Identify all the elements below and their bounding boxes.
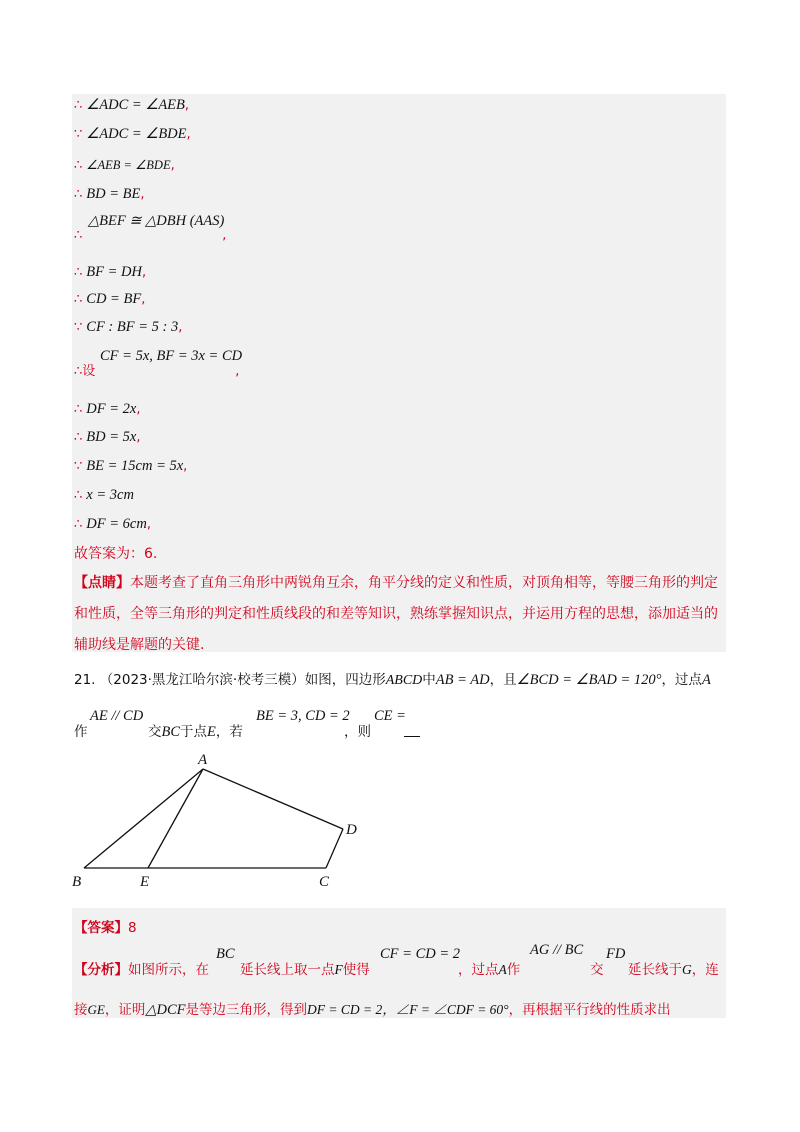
step-14: ∴ DF = 6cm, — [74, 516, 151, 532]
answer-line: 【答案】8 — [74, 920, 137, 936]
analysis-line2: 接GE，证明△DCF是等边三角形，得到DF = CD = 2，∠F = ∠CDF = 60°，再根据平行线的性质求出 — [74, 1002, 671, 1018]
answer-value: 8 — [128, 920, 137, 936]
analysis-line1-a: 【分析】如图所示，在 — [74, 962, 209, 978]
step-7: ∴ CD = BF, — [74, 291, 146, 307]
q21-line1: 21. （2023·黑龙江哈尔滨·校考三模）如图，四边形ABCD中AB = AD，且∠BCD = ∠BAD = 120°，过点A — [74, 672, 711, 688]
q21-source: （2023·黑龙江哈尔滨·校考三模） — [99, 672, 305, 688]
segment-ae — [148, 769, 203, 868]
label-d: D — [346, 822, 357, 838]
analysis-bc: BC — [216, 946, 235, 962]
step-3: ∴ ∠AEB = ∠BDE, — [74, 158, 175, 173]
answer-conclusion: 故答案为：6. — [74, 546, 158, 562]
label-e: E — [140, 874, 150, 890]
quadrilateral-figure — [60, 750, 380, 895]
label-b: B — [72, 874, 82, 890]
q21-line2-b: 交BC于点E，若 — [148, 724, 243, 740]
analysis-eq2: AG // BC — [530, 942, 584, 958]
analysis-line1-e: 延长线于G，连 — [628, 962, 719, 978]
comment-block — [74, 568, 726, 661]
step-2: ∵ ∠ADC = ∠BDE, — [74, 126, 191, 142]
step-5: ∴ , — [74, 228, 227, 243]
q21-line2-e: ，则 — [344, 724, 371, 740]
step-1: ∴ ∠ADC = ∠AEB, — [74, 97, 190, 113]
segment-ad — [203, 769, 343, 829]
step-10: ∴ DF = 2x, — [74, 401, 141, 417]
step-4: ∴ BD = BE, — [74, 186, 145, 202]
analysis-line1-d: 交 — [590, 962, 604, 978]
segment-ab — [84, 769, 203, 868]
q21-eq5: CE = — [374, 708, 406, 724]
analysis-eq1: CF = CD = 2 — [380, 946, 460, 962]
step-8: ∵ CF : BF = 5 : 3, — [74, 319, 183, 335]
analysis-fd: FD — [606, 946, 626, 962]
step-9-expr: CF = 5x, BF = 3x = CD — [100, 348, 243, 364]
step-12: ∵ BE = 15cm = 5x, — [74, 458, 188, 474]
analysis-line1-c: ，过点A作 — [458, 962, 521, 978]
step-5-expr: △BEF ≅ △DBH (AAS) — [88, 213, 225, 229]
step-6: ∴ BF = DH, — [74, 264, 147, 280]
step-13: ∴ x = 3cm — [74, 487, 134, 503]
answer-blank — [404, 736, 420, 737]
label-a: A — [198, 752, 208, 768]
label-c: C — [319, 874, 330, 890]
segment-dc — [326, 829, 343, 868]
step-11: ∴ BD = 5x, — [74, 429, 141, 445]
q21-line2-a: 作 — [74, 724, 88, 740]
comment-text: 本题考查了直角三角形中两锐角互余，角平分线的定义和性质，对顶角相等，等腰三角形的判定和性质，全等三角形的判定和性质线段的和差等知识，熟练掌握知识点，并运用方程的思想，添加适当的辅助线是解题的关键. — [74, 575, 718, 653]
analysis-line1-b: 延长线上取一点F使得 — [240, 962, 370, 978]
step-9: ∴设 , — [74, 364, 240, 379]
q21-eq3: AE // CD — [90, 708, 144, 724]
comment-tag: 【点睛】 — [74, 575, 130, 591]
q21-eq4: BE = 3, CD = 2 — [256, 708, 350, 724]
